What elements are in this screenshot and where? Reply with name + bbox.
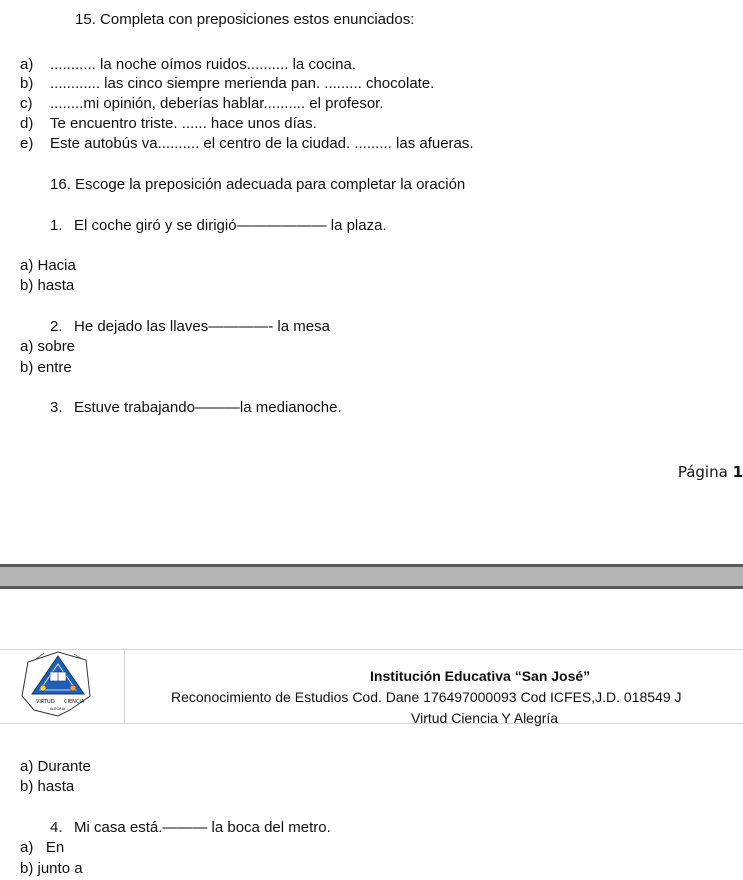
page-number-value: 1 [732,463,743,481]
item-text: Este autobús va.......... el centro de la ciudad. ......... las afueras. [50,135,474,152]
institution-motto: Virtud Ciencia Y Alegría [411,710,559,726]
school-shield-icon [14,650,114,720]
option: b) junto a [20,860,83,877]
question-text: Estuve trabajando———la medianoche. [74,399,342,416]
exercise-item [20,75,434,93]
question [50,217,387,235]
item-label: b) [20,75,34,92]
exercise-item [20,135,474,153]
item-label: d) [20,115,34,132]
question-text: He dejado las llaves————- la mesa [74,318,330,335]
item-label: c) [20,95,33,112]
page-break-border-bottom [0,586,743,589]
exercise-item [20,115,317,133]
page-break-band [0,567,743,586]
logo-left-word: VIRTUD [36,699,55,705]
question [50,399,342,417]
page-label: Página [677,463,728,481]
item-text: ........... la noche oímos ruidos.......... la cocina. [50,56,356,73]
header-rule-bottom [0,723,743,724]
question-number: 1. [50,217,63,234]
question-number: 3. [50,399,63,416]
question-number: 2. [50,318,63,335]
question-number: 4. [50,819,63,836]
logo-bottom-word: ALEGRIA [50,707,66,711]
section-16-heading: 16. Escoge la preposición adecuada para completar la oración [50,176,466,193]
option: b) hasta [20,778,75,795]
question-text: El coche giró y se dirigió—————— la plaza. [74,217,387,234]
option: a) Durante [20,758,91,775]
option: a) sobre [20,338,76,355]
logo-right-word: CIENCIA [64,699,85,705]
item-label: a) [20,56,34,73]
item-text: ............ las cinco siempre merienda pan. ......... chocolate. [50,75,435,92]
page-number [678,463,743,481]
item-label: e) [20,135,34,152]
question-text: Mi casa está.——— la boca del metro. [74,819,331,836]
section-15-heading: 15. Completa con preposiciones estos enunciados: [75,11,415,28]
exercise-item [20,56,356,74]
institution-recognition: Reconocimiento de Estudios Cod. Dane 176497000093 Cod ICFES,J.D. 018549 J [171,689,682,705]
question [50,318,330,336]
question [50,819,331,837]
exercise-item [20,95,384,113]
option: b) entre [20,359,72,376]
school-logo [14,650,114,720]
item-text: ........mi opinión, deberías hablar.......... el profesor. [50,95,384,112]
institution-name: Institución Educativa “San José” [370,668,591,684]
item-text: Te encuentro triste. ...... hace unos días. [50,115,317,132]
option: b) hasta [20,277,75,294]
option: a) En [20,839,65,856]
header-divider [124,649,125,724]
option: a) Hacia [20,257,76,274]
